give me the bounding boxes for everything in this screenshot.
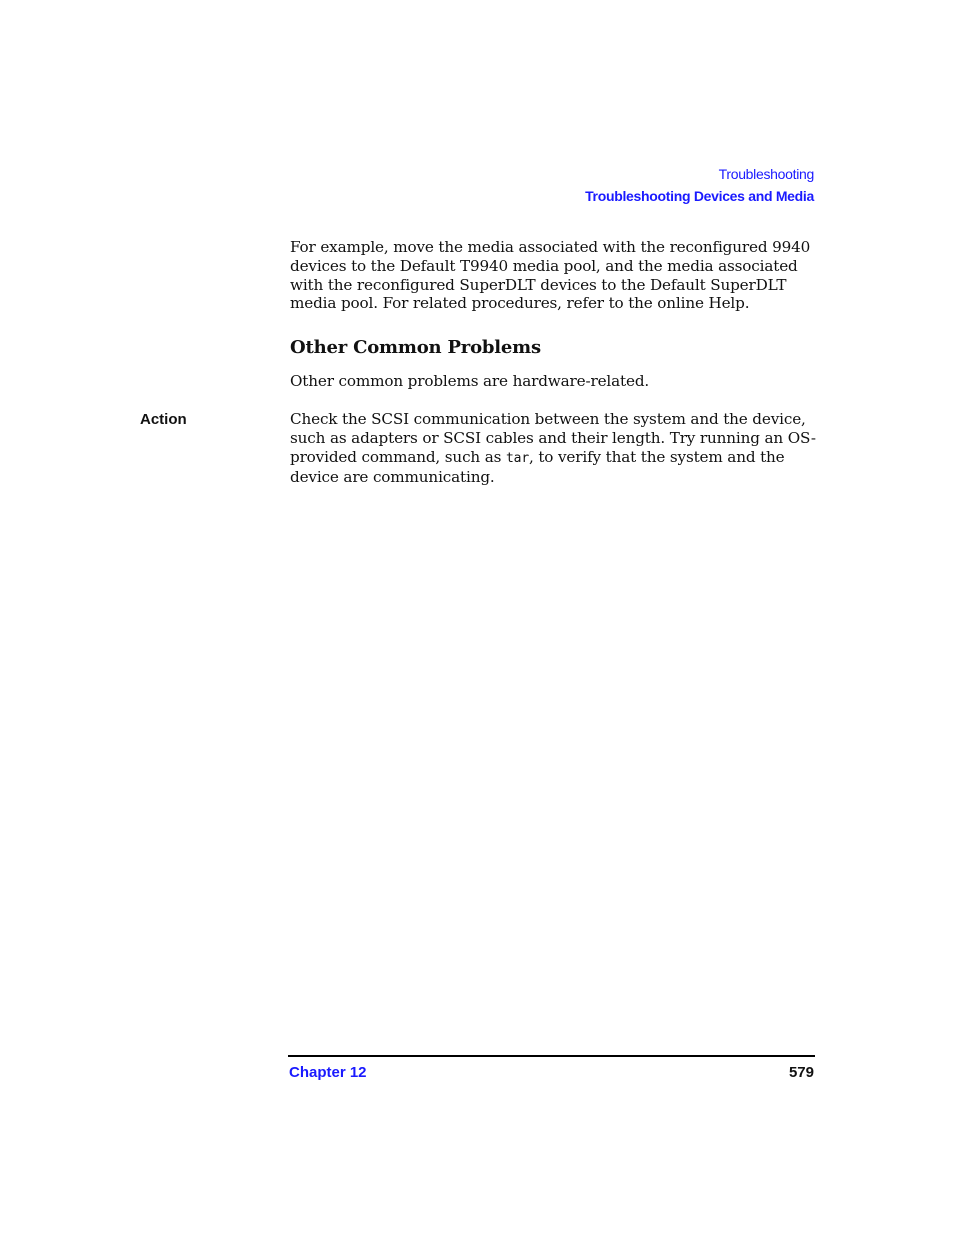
paragraph-action	[290, 410, 818, 487]
section-heading: Other Common Problems	[290, 337, 541, 358]
running-header-section[interactable]: Troubleshooting	[718, 166, 814, 182]
action-text-end: , to verify that the system and the device are communicating.	[290, 447, 785, 487]
running-header-subsection[interactable]: Troubleshooting Devices and Media	[585, 188, 814, 204]
footer-divider	[288, 1055, 815, 1057]
footer-page-number: 579	[788, 1064, 814, 1081]
action-label: Action	[140, 411, 187, 428]
paragraph-media-pools: For example, move the media associated with the reconfigured 9940 devices to the Default T9940 media pool, and the media associated with the reconfigured SuperDLT devices to the Default SuperDLT media pool. For related procedures, refer to the online Help.	[290, 238, 811, 313]
footer-chapter-link[interactable]: Chapter 12	[289, 1064, 367, 1081]
paragraph-hardware-problems: Other common problems are hardware-related.	[290, 372, 650, 390]
code-command: tar	[505, 450, 529, 466]
action-text-start: Check the SCSI communication between the system and the device, such as adapters or SCSI cables and their length. Try running an OS-provided command, such as	[290, 410, 816, 466]
